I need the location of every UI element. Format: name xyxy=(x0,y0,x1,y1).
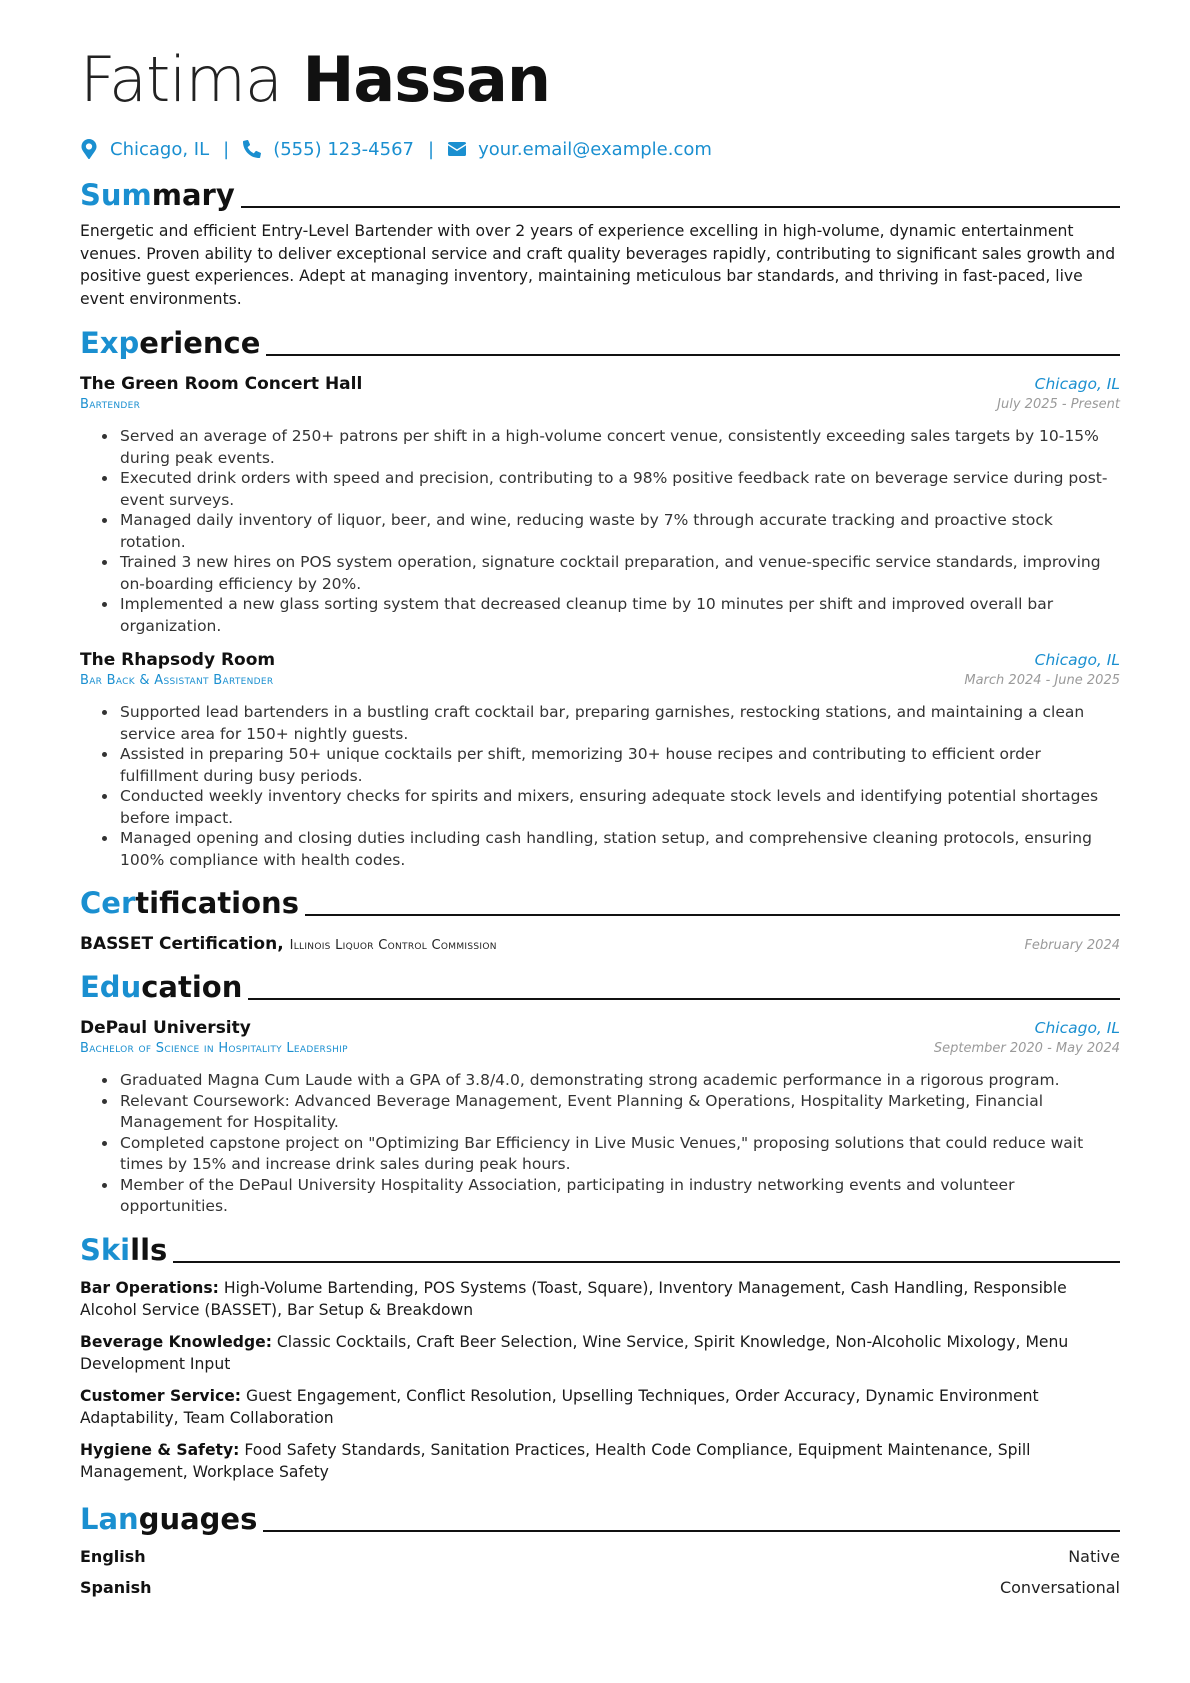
contact-phone[interactable] xyxy=(243,139,414,160)
education-entry xyxy=(80,1018,1120,1218)
heading-rest: erience xyxy=(139,326,261,360)
candidate-name xyxy=(80,44,1120,116)
certification-entry: BASSET Certification, Illinois Liquor Control Commission February 2024 xyxy=(80,934,1120,954)
summary-text: Energetic and efficient Entry-Level Bartender with over 2 years of experience excelling in high-volume, dynamic entertainment venues. Proven ability to deliver exceptional service and craft quality beverages rapidly, contributing to significant sales growth and positive guest experiences. Adept at managing inventory, maintaining meticulous bar standards, and thriving in fast-paced, live event environments. xyxy=(80,222,1116,308)
heading-accent: Ski xyxy=(80,1232,131,1267)
last-name: Hassan xyxy=(302,43,550,116)
skill-items: Food Safety Standards, Sanitation Practices, Health Code Compliance, Equipment Maintenance, Spill Management, Workplace Safety xyxy=(80,1440,1031,1481)
section-rule xyxy=(241,206,1120,208)
employer-location: Chicago, IL xyxy=(1034,651,1120,669)
language-name: English xyxy=(80,1546,146,1566)
bullet-item: • Member of the DePaul University Hospitality Association, participating in industry networking events and volunteer opportunities. xyxy=(118,1175,1120,1218)
section-education-heading xyxy=(80,966,1120,1004)
heading-rest: cation xyxy=(141,970,243,1004)
heading-rest: guages xyxy=(138,1501,258,1536)
heading-rest: lls xyxy=(130,1232,168,1267)
experience-entry xyxy=(80,650,1120,871)
contact-email[interactable] xyxy=(448,139,712,160)
certification-name: BASSET Certification xyxy=(80,934,278,954)
language-entry xyxy=(80,1546,1120,1568)
education-bullets xyxy=(80,1070,1120,1218)
bullet-item: • Relevant Coursework: Advanced Beverage Management, Event Planning & Operations, Hospitality Marketing, Financial Management for Hospitality. xyxy=(118,1091,1120,1134)
bullet-item: • Supported lead bartenders in a bustling craft cocktail bar, preparing garnishes, restocking stations, and maintaining a clean service area for 150+ nightly guests. xyxy=(118,702,1120,745)
heading-accent: Sum xyxy=(80,178,152,212)
heading-accent: Edu xyxy=(80,970,142,1004)
section-rule xyxy=(263,1530,1120,1532)
skill-group xyxy=(80,1385,1120,1430)
employer-name: The Rhapsody Room xyxy=(80,650,276,670)
job-dates: July 2025 - Present xyxy=(997,397,1120,412)
section-summary-heading xyxy=(80,174,1120,212)
language-name: Spanish xyxy=(80,1577,152,1597)
section-rule xyxy=(266,354,1120,356)
skill-category: Customer Service: xyxy=(80,1386,242,1405)
language-level: Conversational xyxy=(999,1577,1120,1597)
contact-separator: | xyxy=(223,138,230,160)
section-rule xyxy=(248,998,1120,1000)
first-name: Fatima xyxy=(80,43,282,116)
bullet-item: • Assisted in preparing 50+ unique cocktails per shift, memorizing 30+ house recipes and contributing to efficient order fulfillment during busy periods. xyxy=(118,744,1120,787)
bullet-item: • Completed capstone project on "Optimizing Bar Efficiency in Live Music Venues," proposing solutions that could reduce wait times by 15% and increase drink sales during peak hours. xyxy=(118,1133,1120,1176)
certification-date: February 2024 xyxy=(1024,938,1120,953)
contact-line xyxy=(80,134,1120,164)
skill-items: Classic Cocktails, Craft Beer Selection, Wine Service, Spirit Knowledge, Non-Alcoholic Mixology, Menu Development Input xyxy=(80,1332,1069,1373)
section-languages-heading xyxy=(80,1498,1120,1536)
heading-accent: Lan xyxy=(80,1501,139,1536)
section-rule xyxy=(305,914,1120,916)
section-experience-heading xyxy=(80,322,1120,360)
degree-title: Bachelor of Science in Hospitality Leadership xyxy=(80,1041,348,1056)
bullet-item: • Trained 3 new hires on POS system operation, signature cocktail preparation, and venue-specific service standards, improving on-boarding efficiency by 20%. xyxy=(118,552,1120,595)
map-pin-icon xyxy=(80,139,98,159)
location-text: Chicago, IL xyxy=(110,138,210,160)
school-location: Chicago, IL xyxy=(1034,1019,1120,1037)
phone-text: (555) 123-4567 xyxy=(273,138,414,160)
bullet-item: • Managed opening and closing duties including cash handling, station setup, and comprehensive cleaning protocols, ensuring 100% compliance with health codes. xyxy=(118,828,1120,871)
section-rule xyxy=(173,1261,1120,1263)
heading-rest: mary xyxy=(151,178,235,212)
bullet-item: • Executed drink orders with speed and precision, contributing to a 98% positive feedback rate on beverage service during post-event surveys. xyxy=(118,468,1120,511)
contact-separator: | xyxy=(428,138,435,160)
skill-items: High-Volume Bartending, POS Systems (Toast, Square), Inventory Management, Cash Handling, Responsible Alcohol Service (BASSET), Bar Setup & Breakdown xyxy=(80,1278,1067,1319)
bullet-item: • Implemented a new glass sorting system that decreased cleanup time by 10 minutes per shift and improved overall bar organization. xyxy=(118,594,1120,637)
section-skills-heading xyxy=(80,1229,1120,1267)
bullet-item: • Graduated Magna Cum Laude with a GPA of 3.8/4.0, demonstrating strong academic performance in a rigorous program. xyxy=(118,1070,1120,1092)
job-bullets xyxy=(80,426,1120,637)
phone-icon xyxy=(243,139,261,159)
section-certifications-heading xyxy=(80,882,1120,920)
skill-group xyxy=(80,1277,1120,1322)
heading-rest: tifications xyxy=(135,886,299,920)
school-name: DePaul University xyxy=(80,1018,251,1038)
job-title: Bartender xyxy=(80,397,141,412)
heading-accent: Exp xyxy=(80,326,140,360)
skill-category: Bar Operations: xyxy=(80,1278,219,1297)
skill-group xyxy=(80,1439,1120,1484)
employer-location: Chicago, IL xyxy=(1034,375,1120,393)
employer-name: The Green Room Concert Hall xyxy=(80,374,363,394)
contact-location xyxy=(80,139,209,160)
bullet-item: • Conducted weekly inventory checks for spirits and mixers, ensuring adequate stock levels and identifying potential shortages before impact. xyxy=(118,786,1120,829)
job-title: Bar Back & Assistant Bartender xyxy=(80,673,274,688)
experience-entry xyxy=(80,374,1120,637)
job-bullets xyxy=(80,702,1120,871)
envelope-icon xyxy=(448,139,466,159)
job-dates: March 2024 - June 2025 xyxy=(964,673,1120,688)
language-level: Native xyxy=(1068,1546,1120,1566)
certification-issuer: Illinois Liquor Control Commission xyxy=(289,938,497,953)
skills-list xyxy=(80,1277,1120,1484)
language-entry xyxy=(80,1577,1120,1599)
skill-category: Beverage Knowledge: xyxy=(80,1332,272,1351)
skill-items: Guest Engagement, Conflict Resolution, Upselling Techniques, Order Accuracy, Dynamic Environment Adaptability, Team Collaboration xyxy=(80,1386,1039,1427)
bullet-item: • Served an average of 250+ patrons per shift in a high-volume concert venue, consistently exceeding sales targets by 10-15% during peak events. xyxy=(118,426,1120,469)
heading-accent: Cer xyxy=(80,886,136,920)
email-text: your.email@example.com xyxy=(478,138,712,160)
skill-group xyxy=(80,1331,1120,1376)
education-dates: September 2020 - May 2024 xyxy=(933,1041,1120,1056)
bullet-item: • Managed daily inventory of liquor, beer, and wine, reducing waste by 7% through accurate tracking and proactive stock rotation. xyxy=(118,510,1120,553)
skill-category: Hygiene & Safety: xyxy=(80,1440,240,1459)
